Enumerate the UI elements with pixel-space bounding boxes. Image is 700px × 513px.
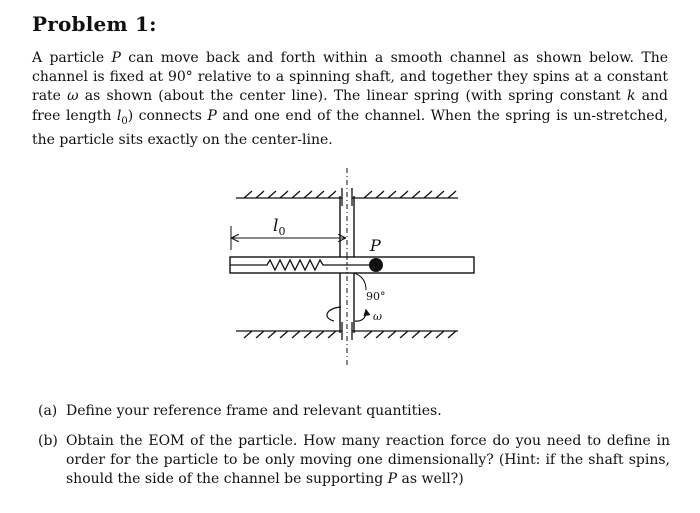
- particle-label: P: [370, 236, 381, 255]
- particle-symbol: P: [387, 471, 398, 487]
- free-length-subscript: 0: [121, 115, 128, 127]
- particle-symbol: P: [207, 107, 217, 124]
- particle: [369, 258, 383, 272]
- angle-label: 90°: [366, 290, 386, 303]
- question-b-label: (b): [38, 433, 58, 449]
- question-b-text: [66, 432, 670, 489]
- intro-segment: and free length: [32, 88, 668, 124]
- question-b: [38, 432, 670, 489]
- problem-title: Problem 1:: [32, 12, 157, 36]
- question-a-label: (a): [38, 403, 58, 419]
- intro-segment: as shown (about the center line). The linear spring (with spring constant: [78, 88, 627, 105]
- particle-symbol: P: [111, 50, 121, 66]
- right-angle-arc: [354, 273, 366, 290]
- intro-segment: A particle: [32, 50, 112, 66]
- intro-segment: ) connects: [127, 107, 208, 124]
- free-length-symbol: l: [116, 107, 122, 124]
- question-b-segment: Obtain the EOM of the particle. How many reaction force do you need to define in order for the particle to be only moving one dimensionally? (Hint: if the shaft spins, should the side of the channel be supporting: [66, 433, 670, 487]
- free-length-main: l: [273, 216, 279, 236]
- spring-constant-symbol: k: [627, 88, 636, 105]
- intro-segment: can move back and forth within a smooth channel as shown below. The channel is fixed at 90° relative to a spinning shaft, and together they spins at a constant rate: [32, 50, 668, 105]
- rotation-rate-label: ω: [373, 310, 382, 323]
- question-b-segment: as well?): [397, 471, 464, 487]
- free-length-sub: 0: [278, 225, 286, 238]
- free-length-label: [273, 216, 285, 238]
- question-a: [38, 402, 670, 421]
- rotation-arrow-front: [355, 310, 366, 321]
- omega-symbol: ω: [67, 88, 79, 105]
- rotation-arrow-back: [327, 307, 341, 321]
- intro-segment: and one end of the channel. When the spring is un-stretched, the particle sits exactly on the center-line.: [32, 107, 669, 148]
- question-a-text: Define your reference frame and relevant quantities.: [66, 403, 442, 419]
